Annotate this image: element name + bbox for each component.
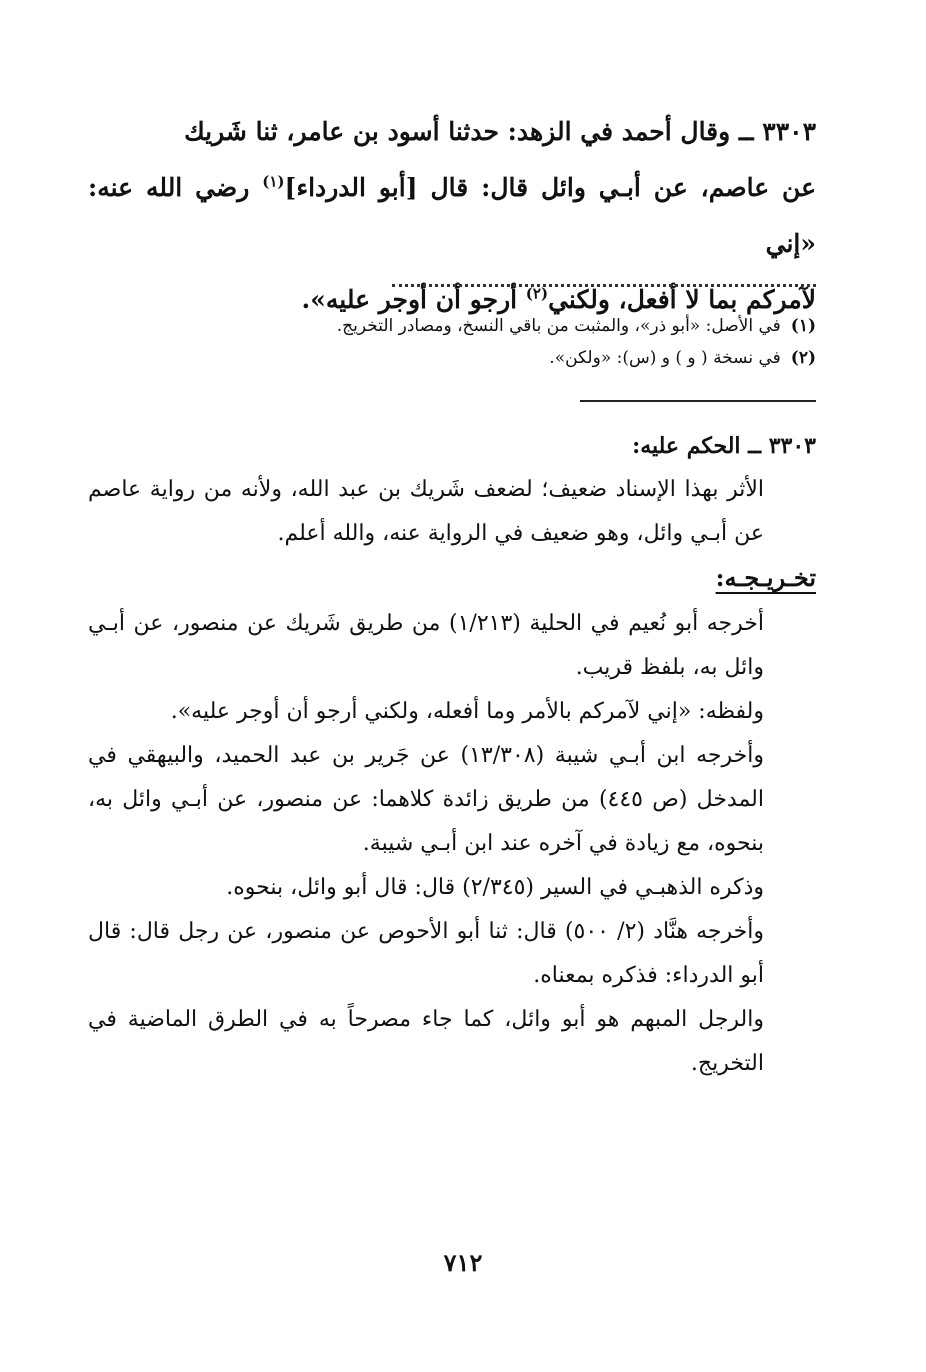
narration-line-2 (88, 160, 816, 272)
narration-text-1: ــ وقال أحمد في الزهد: حدثنا أسود بن عامر، ثنا شَريك (184, 117, 754, 146)
commentary (88, 424, 816, 1086)
footnote-1 (88, 310, 816, 342)
tkhrij-paragraph-5: وأخرجه هنَّاد (٢/ ٥٠٠) قال: ثنا أبو الأحوص عن منصور، عن رجل قال: قال أبو الدرداء: فذكره بمعناه. (88, 919, 765, 988)
tkhrij-paragraph-6: والرجل المبهم هو أبو وائل، كما جاء مصرحاً به في الطرق الماضية في التخريج. (88, 1007, 764, 1076)
page-number: ٧١٢ (443, 1248, 483, 1277)
narration-number: ٣٣٠٣ (762, 117, 816, 146)
footnote-1-text: في الأصل: «أبو ذر»، والمثبت من باقي النسخ، ومصادر التخريج. (336, 316, 781, 336)
footnote-ref-1: (١) (262, 172, 285, 191)
narration-text-2b: رضي الله عنه: «إني (88, 173, 816, 258)
narration-text-2a: عن عاصم، عن أبـي وائل قال: قال [أبو الدرداء] (284, 173, 816, 202)
tkhrij-heading-row (88, 556, 816, 602)
main-narration (88, 104, 816, 328)
footnote-2-mark: (٢) (790, 348, 816, 368)
narration-text-3b: أرجو أن أوجر عليه». (301, 285, 526, 314)
commentary-divider (580, 400, 816, 402)
footnote-1-mark: (١) (790, 316, 816, 336)
hukm-text: الأثر بهذا الإسناد ضعيف؛ لضعف شَريك بن عبد الله، ولأنه من رواية عاصم عن أبـي وائل، وهو ضعيف في الرواية عنه، والله أعلم. (88, 477, 764, 546)
tkhrij-paragraph-4: وذكره الذهبـي في السير (٢/٣٤٥) قال: قال أبو وائل، بنحوه. (226, 875, 764, 900)
narration-line-1 (88, 104, 816, 160)
footnotes (88, 310, 816, 374)
narration-text-3a: لآمركم بما لا أفعل، ولكني (548, 285, 816, 314)
tkhrij-paragraph-2: ولفظه: «إني لآمركم بالأمر وما أفعله، ولكني أرجو أن أوجر عليه». (170, 699, 764, 724)
tkhrij-paragraph-1: أخرجه أبو نُعيم في الحلية (١/٢١٣) من طريق شَريك عن منصور، عن أبـي وائل به، بلفظ قريب. (88, 611, 765, 680)
hukm-heading: ٣٣٠٣ ــ الحكم عليه: (632, 433, 816, 459)
footnote-dotted-divider (392, 284, 816, 287)
footnote-2 (88, 342, 816, 374)
footnote-ref-2: (٢) (525, 284, 549, 303)
tkhrij-paragraph-3: وأخرجه ابن أبـي شيبة (١٣/٣٠٨) عن جَرير بن عبد الحميد، والبيهقي في المدخل (ص ٤٤٥) من طريق زائدة كلاهما: عن منصور، عن أبـي وائل به، بنحوه، مع زيادة في آخره عند ابن أبـي شيبة. (88, 743, 765, 856)
footnote-2-text: في نسخة ( و ) و (س): «ولكن». (549, 348, 781, 368)
tkhrij-heading: تخـريـجـه: (715, 563, 816, 592)
